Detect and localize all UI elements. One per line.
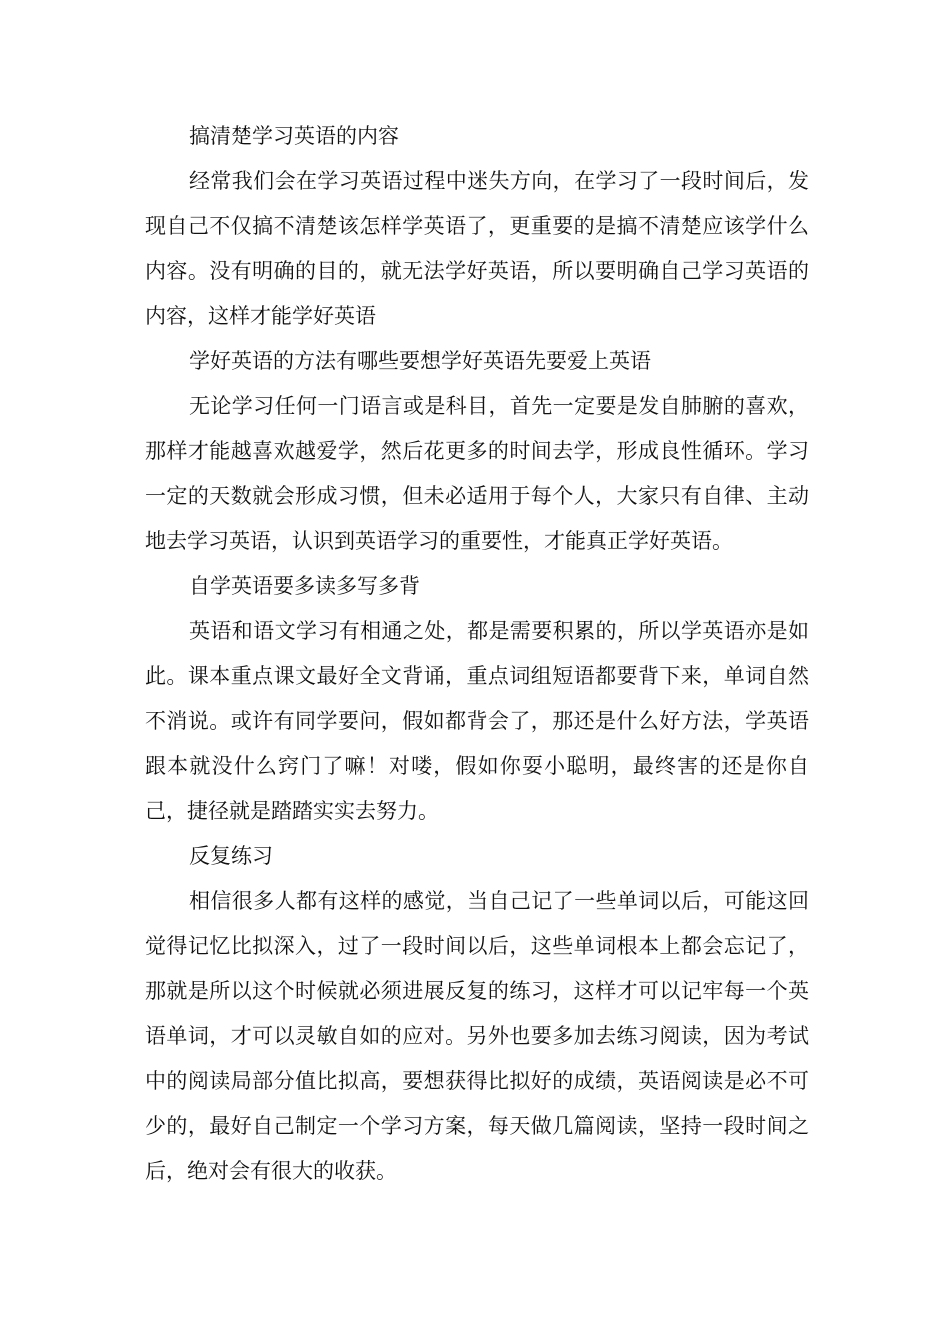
section-paragraph-2: 无论学习任何一门语言或是科目，首先一定要是发自肺腑的喜欢，那样才能越喜欢越爱学，然后花更多的时间去学，形成良性循环。学习一定的天数就会形成习惯，但未必适用于每个人，大家只有自律、主动地去学习英语，认识到英语学习的重要性，才能真正学好英语。 [145,394,809,553]
section-paragraph-1: 经常我们会在学习英语过程中迷失方向，在学习了一段时间后，发现自己不仅搞不清楚该怎样学英语了，更重要的是搞不清楚应该学什么内容。没有明确的目的，就无法学好英语，所以要明确自己学习英语的内容，这样才能学好英语 [145,169,809,328]
document-body [145,114,809,1194]
section-heading-3: 自学英语要多读多写多背 [189,574,420,598]
section-heading-1: 搞清楚学习英语的内容 [189,124,399,148]
section-heading-4: 反复练习 [189,844,273,868]
section-heading-2: 学好英语的方法有哪些要想学好英语先要爱上英语 [189,349,651,373]
section-paragraph-4: 相信很多人都有这样的感觉，当自己记了一些单词以后，可能这回觉得记忆比拟深入，过了一段时间以后，这些单词根本上都会忘记了，那就是所以这个时候就必须进展反复的练习，这样才可以记牢每一个英语单词，才可以灵敏自如的应对。另外也要多加去练习阅读，因为考试中的阅读局部分值比拟高，要想获得比拟好的成绩，英语阅读是必不可少的，最好自己制定一个学习方案，每天做几篇阅读，坚持一段时间之后，绝对会有很大的收获。 [145,889,809,1183]
section-paragraph-3: 英语和语文学习有相通之处，都是需要积累的，所以学英语亦是如此。课本重点课文最好全文背诵，重点词组短语都要背下来，单词自然不消说。或许有同学要问，假如都背会了，那还是什么好方法，学英语跟本就没什么窍门了嘛！对喽，假如你耍小聪明，最终害的还是你自己，捷径就是踏踏实实去努力。 [145,619,809,823]
